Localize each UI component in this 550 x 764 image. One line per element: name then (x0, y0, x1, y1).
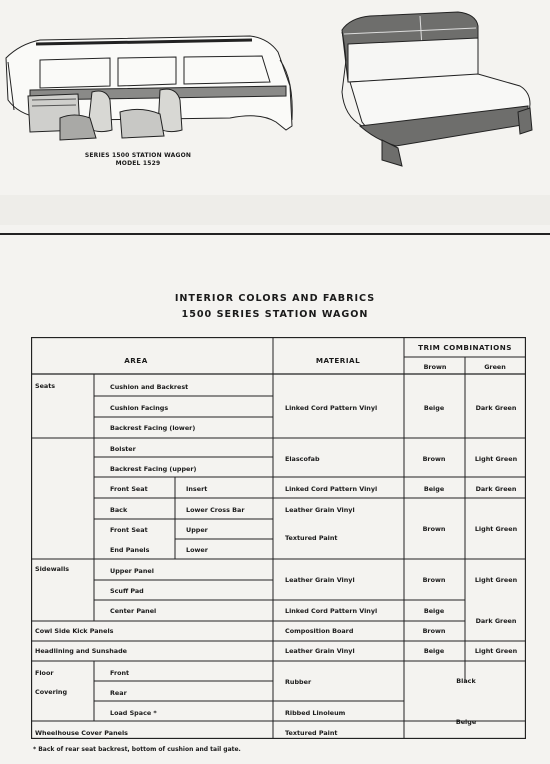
material-composition-board: Composition Board (285, 627, 354, 635)
trim-table-grid (31, 337, 526, 739)
green-value-5: Light Green (474, 576, 518, 584)
brown-value-6: Beige (423, 607, 445, 615)
material-ribbed-linoleum: Ribbed Linoleum (285, 709, 346, 717)
item-end-panels: End Panels (110, 546, 150, 554)
brown-value-1: Beige (423, 404, 445, 412)
brown-value-8: Beige (423, 647, 445, 655)
material-textured-paint: Textured Paint (285, 534, 338, 542)
subitem-insert: Insert (186, 485, 208, 493)
section-cowl: Cowl Side Kick Panels (35, 627, 114, 635)
header-trim-combinations: TRIM COMBINATIONS (418, 343, 512, 352)
brown-value-7: Brown (422, 627, 446, 635)
footnote: * Back of rear seat backrest, bottom of cushion and tail gate. (33, 746, 241, 753)
green-value-6: Dark Green (475, 617, 517, 625)
item-floor-front: Front (110, 669, 130, 677)
caption-line-1: SERIES 1500 STATION WAGON (84, 152, 192, 159)
station-wagon-illustration (6, 36, 292, 140)
material-rubber: Rubber (285, 678, 312, 686)
bench-seat-illustration (342, 12, 532, 166)
material-wheelhouse-paint: Textured Paint (285, 729, 338, 737)
brown-value-5: Brown (422, 576, 446, 584)
item-back: Back (110, 506, 128, 514)
item-bolster: Bolster (110, 445, 136, 453)
page-divider (0, 233, 550, 235)
item-scuff-pad: Scuff Pad (110, 587, 144, 595)
green-value-3: Dark Green (475, 485, 517, 493)
brown-value-3: Beige (423, 485, 445, 493)
item-backrest-facing-upper: Backrest Facing (upper) (110, 465, 197, 473)
trim-beige-combined: Beige (455, 718, 477, 726)
item-front-seat: Front Seat (110, 485, 148, 493)
section-sidewalls: Sidewalls (35, 565, 70, 573)
section-wheelhouse: Wheelhouse Cover Panels (35, 729, 128, 737)
item-cushion-backrest: Cushion and Backrest (110, 383, 189, 391)
item-load-space: Load Space * (110, 709, 157, 717)
material-sidewall-leather: Leather Grain Vinyl (285, 576, 355, 584)
header-brown: Brown (423, 363, 447, 371)
caption-line-2: MODEL 1529 (115, 160, 161, 167)
header-material: MATERIAL (315, 356, 361, 365)
subitem-upper: Upper (186, 526, 208, 534)
item-upper-panel: Upper Panel (110, 567, 154, 575)
material-front-seat-vinyl: Linked Cord Pattern Vinyl (285, 485, 378, 493)
green-value-4: Light Green (474, 525, 518, 533)
material-headlining-leather: Leather Grain Vinyl (285, 647, 355, 655)
material-elascofab: Elascofab (285, 455, 320, 463)
brown-value-4: Brown (422, 525, 446, 533)
material-seat-vinyl: Linked Cord Pattern Vinyl (285, 404, 378, 412)
item-front-seat-2: Front Seat (110, 526, 148, 534)
item-backrest-facing-lower: Backrest Facing (lower) (110, 424, 196, 432)
title-line-2: 1500 SERIES STATION WAGON (181, 309, 369, 320)
header-area: AREA (124, 356, 148, 365)
title-line-1: INTERIOR COLORS AND FABRICS (174, 293, 376, 304)
material-leather-grain: Leather Grain Vinyl (285, 506, 355, 514)
illustration-caption (78, 152, 198, 168)
section-seats: Seats (35, 382, 56, 390)
green-value-7: Light Green (474, 647, 518, 655)
illustration-area (0, 0, 550, 232)
item-floor-rear: Rear (110, 689, 127, 697)
header-green: Green (484, 363, 506, 371)
section-floor: Floor (35, 669, 54, 677)
green-value-2: Light Green (474, 455, 518, 463)
section-headlining: Headlining and Sunshade (35, 647, 127, 655)
table-title (0, 291, 550, 323)
subitem-lower-cross-bar: Lower Cross Bar (186, 506, 245, 514)
material-center-vinyl: Linked Cord Pattern Vinyl (285, 607, 378, 615)
brown-value-2: Brown (422, 455, 446, 463)
green-value-1: Dark Green (475, 404, 517, 412)
trim-floor-black: Black (456, 677, 476, 685)
section-covering: Covering (35, 688, 68, 696)
item-center-panel: Center Panel (110, 607, 157, 615)
item-cushion-facings: Cushion Facings (110, 404, 169, 412)
subitem-lower: Lower (186, 546, 208, 554)
